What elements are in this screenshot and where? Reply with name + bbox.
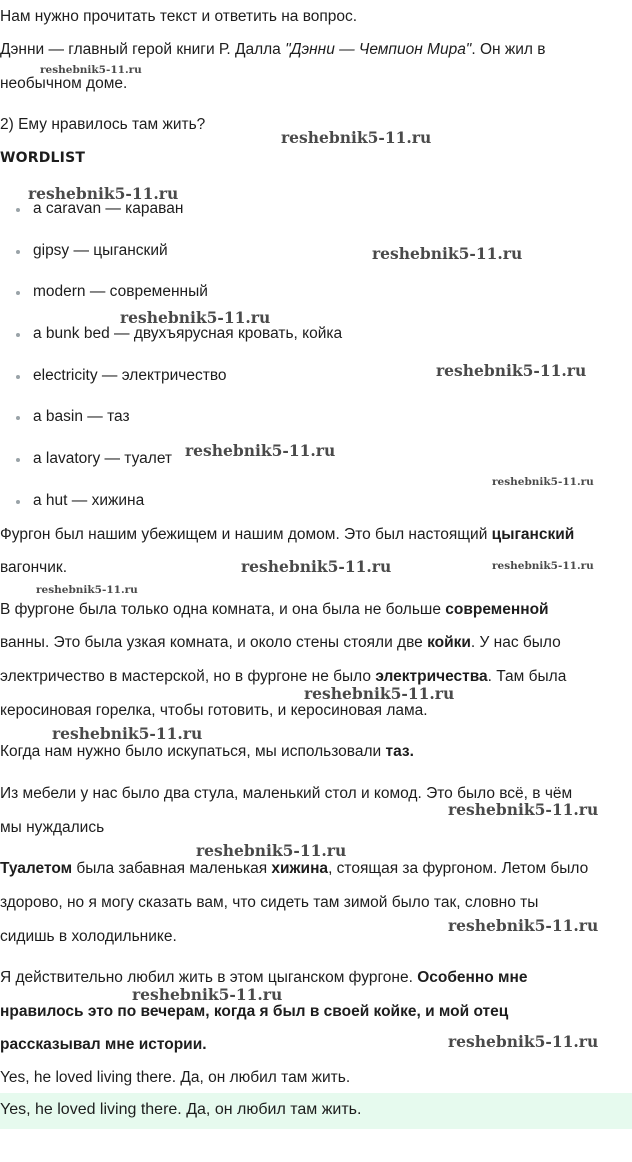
text-line: мы нуждались <box>0 819 105 836</box>
bullet-icon <box>16 500 20 504</box>
question-text: 2) Ему нравилось там жить? <box>0 116 206 133</box>
wordlist-item: electricity — электричество <box>33 367 227 384</box>
bullet-icon <box>16 291 20 295</box>
wordlist-title: WORDLIST <box>0 150 86 166</box>
bullet-icon <box>16 333 20 337</box>
text-line: Из мебели у нас было два стула, маленький стол и комод. Это было всё, в чём <box>0 785 573 802</box>
wordlist-item: modern — современный <box>33 283 208 300</box>
watermark: reshebnik5-11.ru <box>304 684 455 703</box>
wordlist-item: a hut — хижина <box>33 492 145 509</box>
book-title: "Дэнни — Чемпион Мира" <box>285 41 472 58</box>
wordlist-item: gipsy — цыганский <box>33 242 168 259</box>
answer-highlight-text: Yes, he loved living there. Да, он любил там жить. <box>0 1101 362 1118</box>
watermark: reshebnik5-11.ru <box>120 308 271 327</box>
watermark: reshebnik5-11.ru <box>132 985 283 1004</box>
text-line: рассказывал мне истории. <box>0 1036 207 1053</box>
watermark: reshebnik5-11.ru <box>28 184 179 203</box>
text-line: керосиновая горелка, чтобы готовить, и керосиновая лама. <box>0 702 428 719</box>
bullet-icon <box>16 458 20 462</box>
text-line: Фургон был нашим убежищем и нашим домом. Это был настоящий цыганский <box>0 526 575 543</box>
text-line: сидишь в холодильнике. <box>0 928 177 945</box>
watermark: reshebnik5-11.ru <box>241 557 392 576</box>
watermark: reshebnik5-11.ru <box>372 244 523 263</box>
author-text-after: . Он жил в <box>471 41 546 58</box>
answer-plain: Yes, he loved living there. Да, он любил там жить. <box>0 1069 351 1086</box>
bullet-icon <box>16 375 20 379</box>
wordlist-item: a lavatory — туалет <box>33 450 173 467</box>
watermark: reshebnik5-11.ru <box>448 1032 599 1051</box>
watermark: reshebnik5-11.ru <box>281 128 432 147</box>
text-line: нравилось это по вечерам, когда я был в своей койке, и мой отец <box>0 1003 509 1020</box>
bullet-icon <box>16 416 20 420</box>
bullet-icon <box>16 250 20 254</box>
wordlist-item: a bunk bed — двухъярусная кровать, койка <box>33 325 343 342</box>
watermark: reshebnik5-11.ru <box>40 64 142 76</box>
text-line: ванны. Это была узкая комната, и около стены стояли две койки. У нас было <box>0 634 561 651</box>
wordlist-item: a basin — таз <box>33 408 130 425</box>
author-paragraph <box>0 41 545 59</box>
watermark: reshebnik5-11.ru <box>196 841 347 860</box>
watermark: reshebnik5-11.ru <box>36 584 138 596</box>
watermark: reshebnik5-11.ru <box>52 724 203 743</box>
intro-text: Нам нужно прочитать текст и ответить на вопрос. <box>0 8 358 25</box>
text-line: Туалетом была забавная маленькая хижина, стоящая за фургоном. Летом было <box>0 860 589 877</box>
text-line: электричество в мастерской, но в фургоне не было электричества. Там была <box>0 668 567 685</box>
text-line: здорово, но я могу сказать вам, что сидеть там зимой было так, словно ты <box>0 894 539 911</box>
watermark: reshebnik5-11.ru <box>492 560 594 572</box>
text-line: Когда нам нужно было искупаться, мы использовали таз. <box>0 743 414 760</box>
watermark: reshebnik5-11.ru <box>448 916 599 935</box>
wordlist-item: a caravan — караван <box>33 200 184 217</box>
watermark: reshebnik5-11.ru <box>185 441 336 460</box>
bullet-icon <box>16 208 20 212</box>
author-text-before: Дэнни — главный герой книги Р. Далла <box>0 41 286 58</box>
author-paragraph-line2: необычном доме. <box>0 75 128 92</box>
text-line: В фургоне была только одна комната, и она была не больше современной <box>0 601 549 618</box>
watermark: reshebnik5-11.ru <box>448 800 599 819</box>
watermark: reshebnik5-11.ru <box>436 361 587 380</box>
text-line: Я действительно любил жить в этом цыганском фургоне. Особенно мне <box>0 969 528 986</box>
watermark: reshebnik5-11.ru <box>492 476 594 488</box>
text-line: вагончик. <box>0 559 67 576</box>
